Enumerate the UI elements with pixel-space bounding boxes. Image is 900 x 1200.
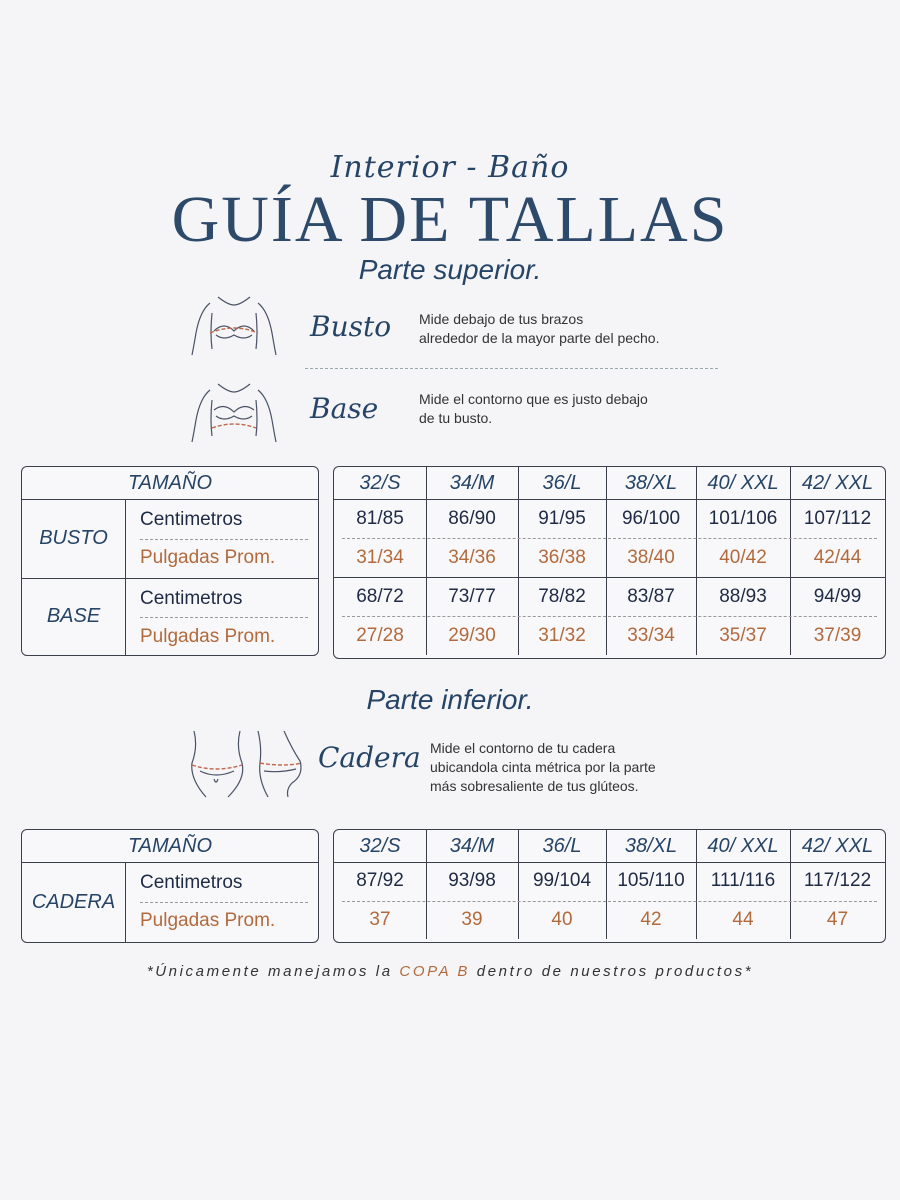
cadera-description bbox=[430, 739, 656, 796]
base-label: Base bbox=[310, 392, 379, 425]
base-desc-line2: de tu busto. bbox=[419, 410, 493, 426]
value-cm-cell: 93/98 bbox=[448, 870, 496, 892]
footnote-text-end: dentro de nuestros productos* bbox=[470, 963, 754, 980]
size-header-cell: 42/ XXL bbox=[801, 834, 874, 857]
unit-in: Pulgadas Prom. bbox=[140, 626, 276, 647]
busto-desc-line2: alrededor de la mayor parte del pecho. bbox=[419, 330, 660, 346]
row-label-base: BASE bbox=[46, 605, 101, 627]
size-header: TAMAÑO bbox=[127, 471, 213, 494]
bust-figure-icon bbox=[188, 293, 280, 357]
value-cm-cell: 96/100 bbox=[621, 507, 681, 529]
value-in-cell: 42/44 bbox=[813, 546, 862, 568]
value-in-cell: 40/42 bbox=[719, 546, 767, 568]
size-header-cell: 38/XL bbox=[624, 834, 678, 857]
value-in-cell: 37/39 bbox=[813, 624, 862, 646]
upper-table-values bbox=[333, 466, 886, 659]
row-label-cadera: CADERA bbox=[31, 890, 116, 913]
value-in-cell: 38/40 bbox=[627, 546, 675, 568]
value-cm-cell: 73/77 bbox=[448, 585, 496, 607]
value-in-cell: 29/30 bbox=[448, 624, 496, 646]
base-desc-line1: Mide el contorno que es justo debajo bbox=[419, 391, 648, 407]
size-header-cell: 40/ XXL bbox=[707, 834, 779, 857]
size-header-cell: 34/M bbox=[449, 834, 495, 857]
value-cm-cell: 111/116 bbox=[710, 870, 776, 892]
value-cm-cell: 99/104 bbox=[532, 870, 592, 892]
value-in-cell: 37 bbox=[369, 908, 391, 930]
value-in-cell: 33/34 bbox=[627, 624, 675, 646]
lower-table-labels bbox=[21, 829, 319, 943]
section-title-upper: Parte superior. bbox=[358, 254, 542, 285]
size-header: TAMAÑO bbox=[127, 834, 213, 857]
divider bbox=[305, 368, 718, 369]
cadera-desc-line2: ubicandola cinta métrica por la parte bbox=[430, 759, 656, 775]
size-header-cell: 32/S bbox=[359, 471, 401, 494]
footnote bbox=[0, 963, 900, 980]
upper-table-labels bbox=[21, 466, 319, 656]
value-cm-cell: 78/82 bbox=[538, 585, 586, 607]
size-header-cell: 42/ XXL bbox=[801, 471, 874, 494]
value-cm-cell: 68/72 bbox=[356, 585, 404, 607]
footnote-highlight: COPA B bbox=[399, 963, 471, 980]
row-label-busto: BUSTO bbox=[39, 527, 108, 549]
unit-cm: Centimetros bbox=[140, 872, 243, 893]
value-in-cell: 42 bbox=[640, 908, 662, 930]
busto-desc-line1: Mide debajo de tus brazos bbox=[419, 311, 584, 327]
value-in-cell: 34/36 bbox=[448, 546, 496, 568]
value-cm-cell: 94/99 bbox=[813, 585, 862, 607]
cadera-desc-line1: Mide el contorno de tu cadera bbox=[430, 740, 616, 756]
base-description bbox=[419, 390, 648, 428]
value-cm-cell: 86/90 bbox=[448, 507, 496, 529]
size-header-cell: 34/M bbox=[449, 471, 495, 494]
value-in-cell: 35/37 bbox=[719, 624, 767, 646]
value-cm-cell: 107/112 bbox=[803, 507, 872, 529]
size-header-cell: 40/ XXL bbox=[707, 471, 779, 494]
value-in-cell: 27/28 bbox=[356, 624, 404, 646]
busto-description bbox=[419, 310, 659, 348]
unit-cm: Centimetros bbox=[140, 588, 243, 609]
size-header-cell: 36/L bbox=[542, 471, 582, 494]
value-in-cell: 47 bbox=[826, 908, 849, 930]
unit-in: Pulgadas Prom. bbox=[140, 547, 276, 568]
value-cm-cell: 91/95 bbox=[538, 507, 586, 529]
hip-figure-icon bbox=[188, 727, 306, 799]
value-in-cell: 44 bbox=[732, 908, 754, 930]
value-cm-cell: 88/93 bbox=[719, 585, 767, 607]
subtitle: Interior - Baño bbox=[330, 150, 570, 185]
size-header-cell: 32/S bbox=[359, 834, 401, 857]
section-title-lower: Parte inferior. bbox=[366, 684, 534, 715]
cadera-desc-line3: más sobresaliente de tus glúteos. bbox=[430, 778, 639, 794]
unit-in: Pulgadas Prom. bbox=[140, 910, 276, 931]
value-in-cell: 39 bbox=[461, 908, 483, 930]
value-cm-cell: 117/122 bbox=[803, 870, 872, 892]
cadera-label: Cadera bbox=[318, 741, 421, 774]
lower-table-values bbox=[333, 829, 886, 943]
unit-cm: Centimetros bbox=[140, 509, 243, 530]
size-header-cell: 36/L bbox=[542, 834, 582, 857]
value-cm-cell: 87/92 bbox=[356, 870, 404, 892]
value-cm-cell: 105/110 bbox=[617, 870, 685, 892]
value-in-cell: 31/32 bbox=[538, 624, 586, 646]
busto-label: Busto bbox=[310, 310, 392, 343]
footnote-text: *Únicamente manejamos la bbox=[146, 963, 400, 980]
value-in-cell: 36/38 bbox=[538, 546, 586, 568]
value-cm-cell: 101/106 bbox=[708, 507, 778, 529]
page-title: GUÍA DE TALLAS bbox=[171, 183, 729, 256]
value-cm-cell: 83/87 bbox=[627, 585, 675, 607]
value-in-cell: 31/34 bbox=[356, 546, 404, 568]
size-header-cell: 38/XL bbox=[624, 471, 678, 494]
value-cm-cell: 81/85 bbox=[356, 507, 404, 529]
value-in-cell: 40 bbox=[551, 908, 573, 930]
base-figure-icon bbox=[188, 380, 280, 444]
